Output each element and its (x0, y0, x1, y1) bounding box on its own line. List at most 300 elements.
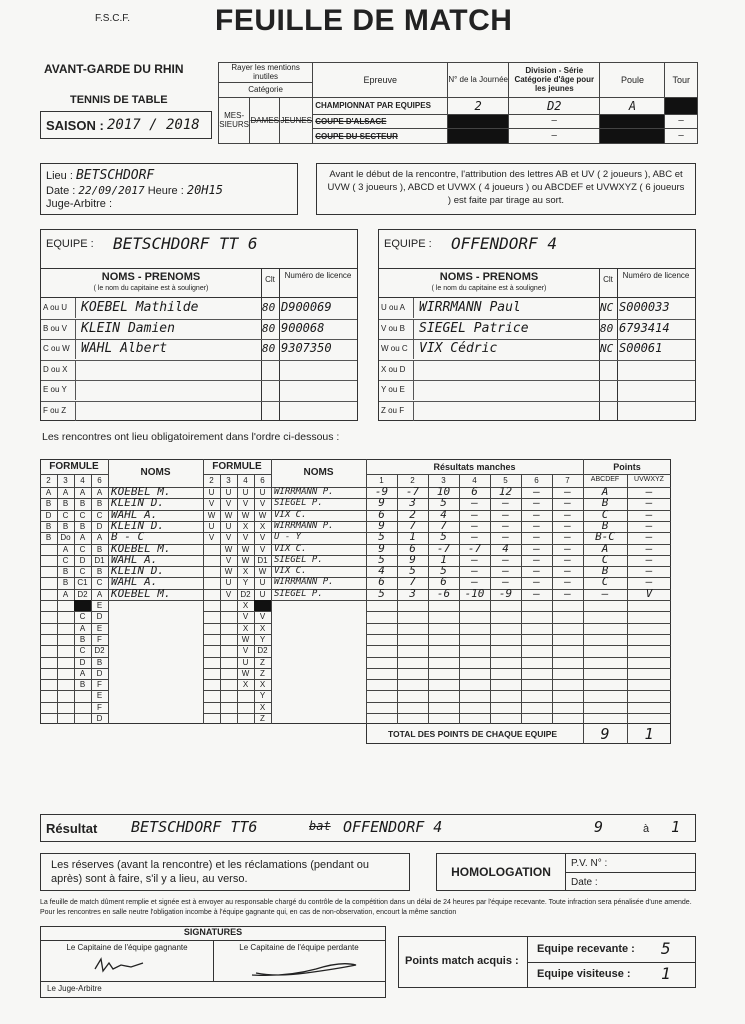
formule-cell: Y (259, 691, 266, 701)
team-home-player-1-clt: 80 (262, 321, 276, 335)
point-away: — (645, 485, 653, 498)
match-away-player: U - Y (274, 532, 302, 543)
epreuve-row-0: CHAMPIONNAT PAR EQUIPES (313, 97, 448, 114)
formule-col-away-2: 4 (243, 476, 248, 485)
epreuve-header: Epreuve (313, 63, 448, 98)
tour-header: Tour (665, 63, 698, 98)
juge-label: Juge-Arbitre : (46, 198, 113, 210)
set-score: 5 (440, 564, 447, 578)
point-home: B-C (595, 530, 615, 544)
total-label: TOTAL DES POINTS DE CHAQUE EQUIPE (388, 729, 558, 740)
reserves-box: Les réserves (avant la rencontre) et les réclamations (pendant ou après) sont à faire, s'il y a lieu, au verso. (40, 853, 410, 891)
formule-cell: D (45, 510, 52, 520)
formule-cell: C (62, 555, 69, 565)
team-away-player-1-name: SIEGEL Patrice (419, 320, 529, 336)
formule-cell: V (225, 555, 232, 565)
set-score: — (471, 507, 478, 521)
set-score: -7 (436, 541, 451, 555)
journee-header: N° de la Journée (448, 63, 509, 98)
formule-cell: U (242, 657, 249, 667)
formule-cell: D (79, 555, 86, 565)
team-away-letter-5: Z ou F (381, 405, 405, 415)
set-score: — (564, 552, 571, 566)
formule-cell: V (242, 533, 249, 543)
set-score: — (502, 496, 509, 510)
recevante-label: Equipe recevante : (537, 943, 635, 955)
set-score: 6 (440, 575, 447, 589)
set-score: — (533, 518, 540, 532)
formule-cell: F (97, 680, 102, 690)
formule-cell: B (96, 499, 103, 509)
set-score: — (533, 530, 540, 544)
manche-col-6: 7 (565, 476, 570, 485)
point-home: A (601, 541, 609, 555)
manche-col-1: 2 (410, 476, 415, 485)
formule-cell: C (79, 646, 86, 656)
set-score: 1 (409, 530, 416, 544)
ordre-text: Les rencontres ont lieu obligatoirement dans l'ordre ci-dessous : (42, 431, 340, 443)
formule-cell: W (241, 544, 250, 554)
formule-cell: B (96, 567, 103, 577)
tour-dash-1: — (665, 114, 698, 129)
set-score: — (564, 496, 571, 510)
set-score: 6 (378, 575, 385, 589)
formule-cell: V (259, 544, 266, 554)
formule-cell: D1 (257, 555, 268, 565)
manche-col-4: 5 (503, 476, 508, 485)
lieu-box (40, 163, 298, 215)
point-home: — (601, 586, 609, 600)
visiteuse-value: 1 (661, 964, 671, 983)
formule-cell: D2 (240, 589, 251, 599)
resultat-a: à (643, 823, 650, 835)
match-home-player: KOEBEL M. (111, 542, 171, 555)
formule-cell: X (242, 567, 249, 577)
point-home: C (601, 507, 609, 521)
saison-value: 2017 / 2018 (107, 117, 200, 133)
team-home-player-2-name: WAHL Albert (81, 341, 168, 356)
set-score: -9 (374, 485, 389, 498)
formule-cell: U (242, 488, 249, 497)
rayer-label: Rayer les mentions inutiles (219, 63, 313, 83)
set-score: 5 (378, 530, 385, 544)
team-home-clt-header: Clt (265, 275, 275, 284)
formule-cell: C (96, 578, 103, 588)
team-home-letter-0: A ou U (43, 303, 68, 312)
formule-cell: F (97, 634, 102, 644)
formule-cell: V (242, 646, 249, 656)
recevante-value: 5 (661, 939, 671, 958)
set-score: 4 (378, 564, 385, 578)
formule-cell: A (62, 544, 69, 554)
formule-cell: U (225, 521, 232, 531)
formule-cell: B (79, 680, 86, 690)
journee-blank-2 (448, 129, 509, 144)
match-home-player: B - C (111, 531, 145, 544)
set-score: 9 (378, 541, 385, 555)
set-score: -9 (498, 586, 513, 600)
set-score: 5 (440, 496, 447, 510)
formule-cell: E (96, 623, 103, 633)
formule-header-home: FORMULE (49, 461, 99, 472)
cat-age-label: Catégorie d'âge pour les jeunes (514, 75, 595, 94)
points-match-label: Points match acquis : (405, 955, 519, 967)
homologation-label: HOMOLOGATION (437, 854, 566, 890)
point-home: B (601, 564, 609, 578)
match-away-player: VIX C. (274, 509, 307, 520)
resultat-label: Résultat (46, 821, 98, 836)
formule-cell: V (225, 589, 232, 599)
formule-cell: Z (260, 668, 265, 678)
poule-header: Poule (600, 63, 665, 98)
info-box: Avant le début de la rencontre, l'attribution des lettres AB et UV ( 2 joueurs ), ABC et UVW ( 3 joueurs ), ABCD et UVWX ( 4 joueurs ) ou ABCDEF et UVWXYZ ( 6 joueurs ) est faite par tirage au sort. (316, 163, 696, 215)
formule-cell: U (225, 488, 232, 497)
team-away-box (378, 229, 696, 421)
team-away-letter-3: X ou D (381, 364, 406, 374)
lieu-value: BETSCHDORF (75, 168, 155, 183)
poule-value: A (600, 97, 665, 114)
formule-cell: B (79, 634, 86, 644)
formule-cell: B (62, 499, 69, 509)
date-label: Date : (46, 185, 76, 197)
team-home-letter-3: D ou X (43, 364, 68, 374)
formule-cell: C (79, 612, 86, 622)
formule-cell: Z (260, 714, 265, 723)
team-away-letter-2: W ou C (381, 344, 408, 353)
formule-cell: A (62, 589, 69, 599)
team-home-letter-1: B ou V (43, 323, 68, 333)
set-score: 3 (409, 586, 416, 600)
team-home-player-2-clt: 80 (262, 342, 276, 355)
total-away: 1 (644, 725, 654, 744)
set-score: 10 (436, 485, 451, 498)
poule-blank-1 (600, 114, 665, 129)
formule-col-away-1: 3 (226, 476, 231, 485)
competition-table (218, 62, 698, 144)
formule-cell: W (207, 510, 216, 520)
signatures-title: SIGNATURES (41, 927, 385, 941)
formule-cell: W (241, 510, 250, 520)
match-away-player: WIRRMANN P. (274, 487, 334, 497)
formule-cell: W (241, 634, 250, 644)
formule-cell: D (96, 612, 103, 622)
formule-cell: B (96, 657, 103, 667)
set-score: 12 (498, 485, 513, 498)
formule-col-home-1: 3 (63, 476, 68, 485)
formule-cell: W (241, 555, 250, 565)
set-score: 7 (409, 518, 416, 532)
club-name: AVANT-GARDE DU RHIN (44, 62, 184, 76)
set-score: 4 (440, 507, 447, 521)
formule-cell: V (208, 499, 215, 509)
manche-col-2: 3 (441, 476, 446, 485)
team-away-noms-sub: ( le nom du capitaine est à souligner) (431, 285, 547, 292)
formule-cell: D1 (94, 555, 105, 565)
set-score: — (533, 586, 540, 600)
set-score: — (564, 564, 571, 578)
team-home-letter-4: E ou Y (43, 385, 67, 394)
team-away-letter-1: V ou B (381, 323, 406, 333)
formule-cell: C (79, 510, 86, 520)
set-score: 5 (378, 552, 385, 566)
formule-col-away-0: 2 (209, 476, 214, 485)
manche-col-5: 6 (534, 476, 539, 485)
saison-box (40, 111, 212, 139)
point-away: — (645, 507, 653, 521)
set-score: 7 (440, 518, 447, 532)
epreuve-row-2: COUPE DU SECTEUR (313, 129, 448, 144)
formule-cell: B (45, 499, 52, 509)
team-away-player-1-clt: 80 (600, 321, 614, 335)
team-away-player-2-licence: S00061 (619, 341, 663, 355)
match-home-player: WAHL A. (111, 508, 158, 521)
formule-cell: C (79, 567, 86, 577)
tour-blank (665, 97, 698, 114)
point-away: — (645, 530, 653, 544)
formule-cell: A (62, 488, 69, 497)
formule-cell: A (96, 589, 103, 599)
formule-cell: C1 (77, 578, 88, 588)
set-score: — (471, 564, 478, 578)
set-score: — (533, 496, 540, 510)
heure-value: 20H15 (186, 183, 223, 197)
point-away: — (645, 496, 653, 510)
team-away-name: OFFENDORF 4 (451, 234, 557, 253)
formule-cell: A (79, 668, 86, 678)
set-score: — (533, 552, 540, 566)
dames-label: DAMES (250, 97, 280, 143)
set-score: — (502, 552, 509, 566)
set-score: 5 (440, 530, 447, 544)
formule-cell: V (242, 499, 249, 509)
set-score: — (533, 564, 540, 578)
sig-perdante-label: Le Capitaine de l'équipe perdante (239, 943, 359, 952)
set-score: — (564, 485, 571, 498)
formule-cell: E (96, 691, 103, 701)
set-score: — (564, 518, 571, 532)
formule-blank (254, 600, 271, 611)
formule-cell: W (241, 668, 250, 678)
formule-cell: D (96, 521, 103, 531)
formule-cell: D (96, 714, 103, 723)
set-score: 1 (440, 552, 447, 566)
formule-cell: V (259, 533, 266, 543)
team-home-player-1-licence: 900068 (281, 320, 325, 335)
set-score: 3 (409, 496, 416, 510)
formule-cell: D2 (257, 646, 268, 656)
team-away-licence-header: Numéro de licence (622, 271, 690, 280)
tour-dash-2: — (665, 129, 698, 144)
formule-cell: X (242, 623, 249, 633)
formule-cell: V (242, 612, 249, 622)
noms-header-away: NOMS (303, 467, 334, 478)
set-score: — (564, 530, 571, 544)
team-home-player-1-name: KLEIN Damien (81, 320, 175, 336)
set-score: — (564, 507, 571, 521)
formule-cell: A (79, 623, 86, 633)
set-score: 4 (502, 541, 509, 555)
formule-cell: B (62, 521, 69, 531)
formule-cell: B (79, 521, 86, 531)
formule-cell: X (259, 623, 266, 633)
team-away-letter-4: Y ou E (381, 385, 405, 394)
formule-cell: U (259, 589, 266, 599)
team-home-noms-header: NOMS - PRENOMS (101, 271, 201, 283)
formule-cell: X (259, 680, 266, 690)
match-home-player: KLEIN D. (111, 565, 164, 578)
formule-cell: D2 (94, 646, 105, 656)
point-away: — (645, 564, 653, 578)
formule-col-home-3: 6 (97, 476, 102, 485)
point-home: B (601, 518, 609, 532)
division-dash-2: — (509, 129, 600, 144)
formule-cell: C (79, 544, 86, 554)
resultat-score-away: 1 (671, 818, 681, 836)
match-home-player: KLEIN D. (111, 497, 164, 510)
resultats-header: Résultats manches (433, 462, 516, 472)
formule-cell: U (259, 488, 266, 497)
team-home-noms-sub: ( le nom du capitaine est à souligner) (93, 285, 209, 292)
lieu-label: Lieu : (46, 170, 73, 182)
formule-cell: A (96, 533, 103, 543)
formule-cell: D2 (77, 589, 88, 599)
set-score: 9 (378, 496, 385, 510)
footnote: La feuille de match dûment remplie et signée est à envoyer au responsable chargé du contrôle de la compétition dans un délai de 24 heures par l'équipe recevante. Toute infraction sera pénalisée d'une amende. Pour les rencontres en salle neutre l'obligation incombe à l'équipe gagnante qui, en cas de non-observation, encourt la même sanction (40, 899, 692, 916)
sig-juge-label: Le Juge-Arbitre (47, 984, 102, 993)
formule-cell: V (225, 499, 232, 509)
formule-cell: A (96, 488, 103, 497)
team-away-player-2-clt: NC (600, 342, 614, 355)
point-away: — (645, 575, 653, 589)
match-home-player: WAHL A. (111, 576, 158, 589)
set-score: 6 (378, 507, 385, 521)
division-header (509, 63, 600, 98)
set-score: 6 (471, 485, 478, 498)
team-home-player-0-clt: 80 (262, 301, 276, 314)
formule-cell: B (62, 567, 69, 577)
match-away-player: VIX C. (274, 566, 307, 577)
point-away: — (645, 552, 653, 566)
match-away-player: SIEGEL P. (274, 498, 323, 509)
formule-cell: W (224, 510, 233, 520)
visiteuse-label: Equipe visiteuse : (537, 968, 631, 980)
match-home-player: KOEBEL M. (111, 486, 171, 498)
team-away-letter-0: U ou A (381, 303, 406, 312)
formule-cell: Z (260, 657, 265, 667)
point-away: — (645, 541, 653, 555)
formule-cell: A (79, 488, 86, 497)
formule-cell: A (79, 533, 86, 543)
formule-cell: B (45, 521, 52, 531)
set-score: — (502, 564, 509, 578)
formule-cell: D (96, 668, 103, 678)
homologation-box (436, 853, 696, 891)
formule-cell: X (259, 521, 266, 531)
set-score: 5 (378, 586, 385, 600)
messieurs-label: MES-SIEURS (219, 97, 250, 143)
set-score: — (533, 575, 540, 589)
formule-cell: U (259, 578, 266, 588)
set-score: — (564, 541, 571, 555)
division-dash-1: — (509, 114, 600, 129)
formule-cell: V (208, 533, 215, 543)
set-score: -7 (405, 485, 420, 498)
formule-cell: C (62, 510, 69, 520)
manche-col-3: 4 (472, 476, 477, 485)
formule-cell: W (258, 510, 267, 520)
fscf-label: F.S.C.F. (95, 13, 131, 24)
team-away-label: EQUIPE : (384, 238, 432, 250)
journee-value: 2 (448, 97, 509, 114)
page-title: FEUILLE DE MATCH (215, 4, 513, 37)
manche-col-0: 1 (379, 476, 384, 485)
formule-cell: W (258, 567, 267, 577)
formule-cell: B (62, 578, 69, 588)
formule-cell: X (259, 702, 266, 712)
epreuve-row-1: COUPE D'ALSACE (313, 114, 448, 129)
formule-cell: A (45, 488, 52, 497)
team-home-licence-header: Numéro de licence (284, 271, 352, 280)
set-score: — (564, 586, 571, 600)
formule-cell: X (242, 601, 249, 610)
formule-cell: D (79, 657, 86, 667)
sig-gagnante-label: Le Capitaine de l'équipe gagnante (66, 943, 188, 952)
match-home-player: KLEIN D. (111, 519, 164, 532)
formule-cell: V (225, 533, 232, 543)
formule-cell: F (97, 702, 102, 712)
saison-label: SAISON : (46, 118, 104, 133)
formule-cell: V (259, 499, 266, 509)
points-col-0: ABCDEF (590, 476, 620, 483)
formule-cell: Y (259, 634, 266, 644)
formule-col-away-3: 6 (260, 476, 265, 485)
resultat-score-home: 9 (594, 818, 604, 836)
point-home: C (601, 575, 609, 589)
formule-cell: Do (60, 533, 71, 543)
set-score: 2 (409, 507, 416, 521)
set-score: 5 (409, 564, 416, 578)
resultat-box (40, 814, 696, 842)
set-score: — (533, 485, 540, 498)
formule-cell: U (225, 578, 232, 588)
point-away: V (645, 586, 653, 600)
formule-cell: E (96, 601, 103, 610)
formule-cell: X (242, 680, 249, 690)
categorie-label: Catégorie (219, 82, 313, 97)
total-home: 9 (600, 725, 610, 744)
formule-cell: W (224, 544, 233, 554)
match-away-player: WIRRMANN P. (274, 577, 334, 588)
jeunes-label: JEUNES (280, 97, 313, 143)
set-score: — (471, 518, 478, 532)
set-score: — (471, 552, 478, 566)
homologation-date-label: Date : (571, 877, 598, 888)
journee-blank-1 (448, 114, 509, 129)
team-away-player-0-licence: S000033 (619, 300, 670, 314)
resultat-home: BETSCHDORF TT6 (131, 818, 258, 836)
formule-cell: C (96, 510, 103, 520)
set-score: — (471, 575, 478, 589)
resultat-away: OFFENDORF 4 (343, 818, 443, 836)
resultat-bat: bat (309, 819, 331, 833)
point-home: C (601, 552, 609, 566)
formule-cell: V (259, 612, 266, 622)
match-home-player: KOEBEL M. (111, 587, 171, 600)
set-score: — (564, 575, 571, 589)
team-home-label: EQUIPE : (46, 238, 94, 250)
match-away-player: SIEGEL P. (274, 588, 323, 599)
formule-cell: X (242, 521, 249, 531)
